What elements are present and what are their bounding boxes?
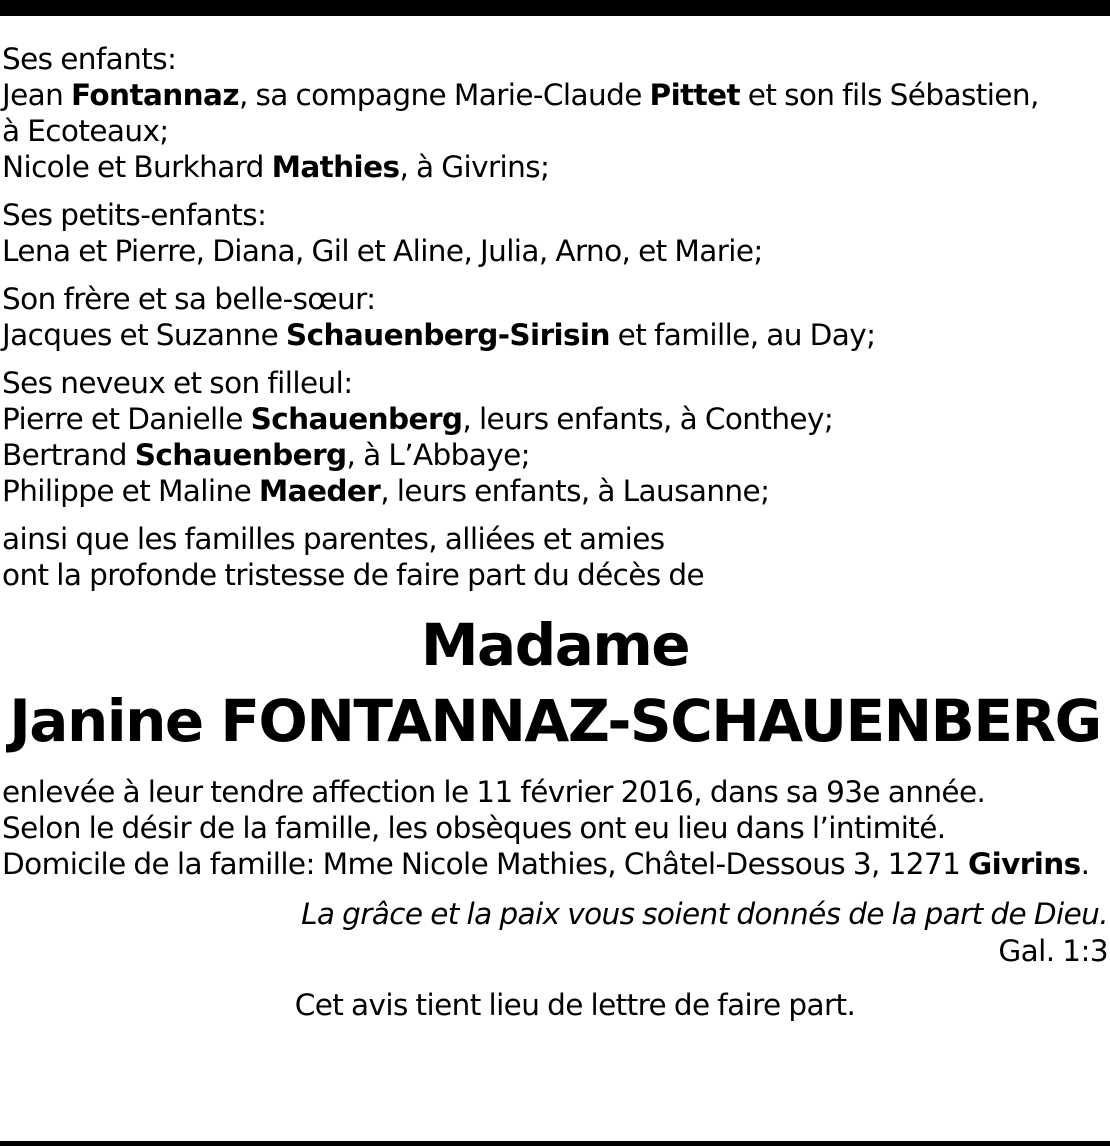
children-line-3: Nicole et Burkhard Mathies, à Givrins; [2,150,550,184]
town-givrins: Givrins [968,847,1081,881]
siblings-heading: Son frère et sa belle-sœur: [2,282,376,316]
announcement-line-1: ainsi que les familles parentes, alliées et amies [2,522,665,556]
grandchildren-line-1: Lena et Pierre, Diana, Gil et Aline, Julia, Arno, et Marie; [2,234,763,268]
grandchildren-section [2,196,1108,270]
details-line-2: Selon le désir de la famille, les obsèques ont eu lieu dans l’intimité. [2,811,946,845]
details-line-3: Domicile de la famille: Mme Nicole Mathies, Châtel-Dessous 3, 1271 Givrins. [2,847,1090,881]
grandchildren-heading: Ses petits-enfants: [2,198,267,232]
siblings-section [2,280,1108,354]
deceased-title: Madame [420,611,690,679]
surname-maeder: Maeder [258,474,381,508]
surname-pittet: Pittet [649,78,740,112]
nephews-line-2: Bertrand Schauenberg, à L’Abbaye; [2,438,531,472]
quote-text: La grâce et la paix vous soient donnés de la part de Dieu. [301,897,1108,931]
deceased-name: Janine FONTANNAZ-SCHAUENBERG [9,687,1101,755]
children-line-1: Jean Fontannaz, sa compagne Marie-Claude Pittet et son fils Sébastien, [2,78,1039,112]
quote-reference-block [2,932,1108,970]
bottom-border-rule [0,1141,1110,1146]
surname-schauenberg-sirisin: Schauenberg-Sirisin [285,318,610,352]
bible-quote [2,896,1108,932]
announcement-line-2: ont la profonde tristesse de faire part du décès de [2,558,705,592]
children-line-2: à Ecoteaux; [2,114,169,148]
closing-note-block [2,986,1108,1024]
announcement-section [2,520,1108,594]
details-line-1: enlevée à leur tendre affection le 11 février 2016, dans sa 93e année. [2,775,986,809]
details-section [2,774,1108,882]
surname-schauenberg: Schauenberg [134,438,347,472]
obituary-notice [2,40,1108,1024]
nephews-line-1: Pierre et Danielle Schauenberg, leurs enfants, à Conthey; [2,402,834,436]
siblings-line-1: Jacques et Suzanne Schauenberg-Sirisin et famille, au Day; [2,318,876,352]
nephews-line-3: Philippe et Maline Maeder, leurs enfants, à Lausanne; [2,474,770,508]
surname-schauenberg: Schauenberg [250,402,463,436]
nephews-heading: Ses neveux et son filleul: [2,366,353,400]
surname-mathies: Mathies [271,150,400,184]
quote-reference: Gal. 1:3 [998,934,1108,968]
surname-fontannaz: Fontannaz [71,78,239,112]
children-heading: Ses enfants: [2,42,177,76]
nephews-section [2,364,1108,510]
top-border-rule [0,0,1110,16]
children-section [2,40,1108,186]
closing-note: Cet avis tient lieu de lettre de faire part. [294,988,856,1022]
deceased-name-block [2,608,1108,756]
